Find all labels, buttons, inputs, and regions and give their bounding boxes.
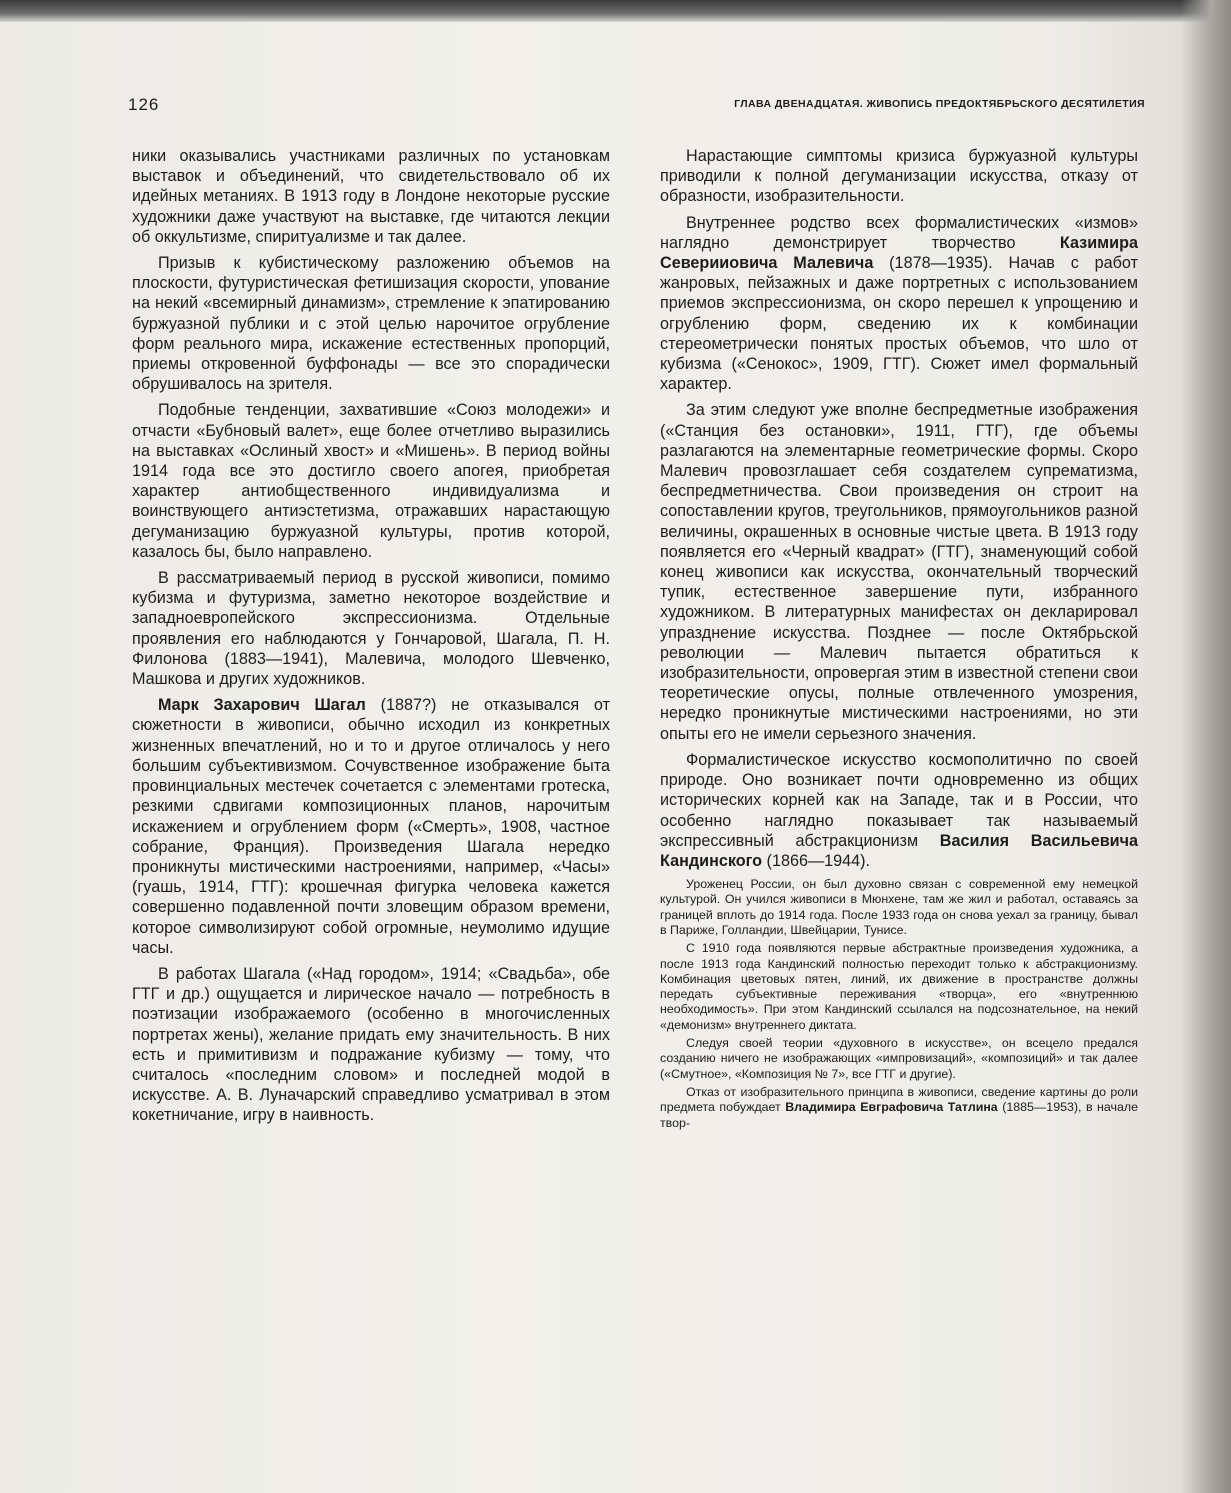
paragraph: Призыв к кубистическому разложению объемов на плоскости, футуристическая фетишизация скорости, упование на некий «всемирный динамизм», стремление к эпатированию буржуазной публики и с этой целью нарочитое огрубление форм реального мира, искажение естественных пропорций, приемы откровенной буффонады — все это спорадически обрушивалось на зрителя. [132,254,610,394]
paragraph-text: Внутреннее родство всех формалистических «измов» наглядно демонстрирует творчество [660,213,1138,252]
paragraph: За этим следуют уже вполне беспредметные изображения («Станция без остановки», 1911, ГТГ), где объемы разлагаются на элементарные геометрические формы. Скоро Малевич провозглашает себя создателем супрематизма, беспредметничества. Свои произведения он строит на сопоставлении кругов, треугольников, прямоугольников разной величины, окрашенных в основные чистые цвета. В 1913 году появляется его «Черный квадрат» (ГТГ), знаменующий собой конец живописи как искусства, окончательный творческий тупик, естественное завершение пути, избранного художником. В литературных манифестах он декларировал упразднение искусства. Позднее — после Октябрьской революции — Малевич пытается обратиться к изобразительности, опровергая этим в известной степени свои теоретические опусы, полные отвлеченного умозрения, нередко проникнутые мистическими настроениями, но эти опыты его не имели серьезного значения. [660,401,1138,743]
artist-name-chagall: Марк Захарович Шагал [158,696,366,715]
artist-name-tatlin: Владимира Евграфовича Татлина [785,1100,998,1115]
paragraph [132,695,610,958]
right-column [660,146,1138,1134]
paragraph-text: Отказ от изобразительного принципа в живописи, сведение картины до роли предмета побуждает [660,1084,1138,1115]
small-paragraph: Следуя своей теории «духовного в искусстве», он всецело предался созданию ничего не изображающих «импровизаций», «композиций» и так далее («Смутное», «Композиция № 7», все ГТГ и другие). [660,1036,1138,1081]
paragraph: В работах Шагала («Над городом», 1914; «Свадьба», обе ГТГ и др.) ощущается и лирическое начало — потребность в поэтизации изображаемого (особенно в многочисленных портретах жены), желание придать ему значительность. В них есть и примитивизм и подражание кубизму — тому, что считалось «последним словом» и последней модой в искусстве. А. В. Луначарский справедливо усматривал в этом кокетничание, игру в наивность. [132,964,610,1125]
small-print-section [660,877,1138,1131]
scan-right-edge [1181,0,1231,1493]
small-paragraph [660,1085,1138,1131]
paragraph [660,213,1138,395]
small-paragraph: Уроженец России, он был духовно связан с современной ему немецкой культурой. Он учился живописи в Мюнхене, там же жил и работал, оставаясь за границей вплоть до 1914 года. После 1933 года он снова уехал за границу, бывал в Париже, Голландии, Швейцарии, Тунисе. [660,877,1138,937]
paragraph [660,750,1138,871]
running-head: ГЛАВА ДВЕНАДЦАТАЯ. ЖИВОПИСЬ ПРЕДОКТЯБРЬСКОГО ДЕСЯТИЛЕТИЯ [734,98,1145,110]
paragraph-text: (1878—1935). Начав с работ жанровых, пейзажных и даже портретных с использованием приемов экспрессионизма, он скоро перешел к упрощению и огрублению форм, сведению их к комбинации стереометрически понятых простых объемов, что шло от кубизма («Сенокос», 1909, ГТГ). Сюжет имел формальный характер. [660,254,1138,394]
paragraph-text: (1866—1944). [762,851,871,870]
paragraph-text: Формалистическое искусство космополитично по своей природе. Оно возникает почти одновременно из общих исторических корней как на Западе, так и в России, что особенно наглядно показывает так называемый экспрессивный абстракционизм [660,750,1138,850]
page-number: 126 [128,95,160,114]
paragraph-text: (1885—1953), в начале твор- [660,1100,1138,1130]
paragraph: Нарастающие симптомы кризиса буржуазной культуры приводили к полной дегуманизации искусства, отказу от образности, изобразительности. [660,147,1138,206]
paragraph: В рассматриваемый период в русской живописи, помимо кубизма и футуризма, заметно некоторое воздействие и западноевропейского экспрессионизма. Отдельные проявления его наблюдаются у Гончаровой, Шагала, П. Н. Филонова (1883—1941), Малевича, молодого Шевченко, Машкова и других художников. [132,569,610,689]
small-paragraph: С 1910 года появляются первые абстрактные произведения художника, а после 1913 года Кандинский полностью переходит только к абстракционизму. Комбинация цветовых пятен, линий, их движение в пространстве должны передать субъективные переживания «творца», его «внутреннюю необходимость». При этом Кандинский ссылался на подсознательное, на некий «демонизм» внутреннего диктата. [660,941,1138,1032]
artist-name-malevich: Казимира Северииовича Малевича [660,233,1138,273]
paragraph-text: (1887?) не отказывался от сюжетности в живописи, обычно исходил из конкретных жизненных впечатлений, но и то и другое отличалось у него большим субъективизмом. Сочувственное изображение быта провинциальных местечек сочетается с элементами гротеска, резкими сдвигами композиционных планов, нарочитым искажением и огрублением форм («Смерть», 1908, частное собрание, Франция). Произведения Шагала нередко проникнуты мистическими настроениями, например, «Часы» (гуашь, 1914, ГТГ): крошечная фигурка человека кажется совершенно подавленной почти зловещим образом времени, которое символизируют собой огромные, неумолимо идущие часы. [132,696,610,957]
artist-name-kandinsky: Василия Васильевича Кандинского [660,831,1138,870]
paragraph: Подобные тенденции, захватившие «Союз молодежи» и отчасти «Бубновый валет», еще более отчетливо выразились на выставках «Ослиный хвост» и «Мишень». В период войны 1914 года все это достигло своего апогея, приобретая характер антиобщественного индивидуализма и воинствующего антиэстетизма, отражавших нарастающую дегуманизацию буржуазной культуры, против которой, казалось бы, было направлено. [132,401,610,561]
paragraph: ники оказывались участниками различных по установкам выставок и объединений, что свидетельствовало об их идейных метаниях. В 1913 году в Лондоне некоторые русские художники даже участвуют на выставке, где читаются лекции об оккультизме, спиритуализме и так далее. [132,147,610,246]
scan-top-edge [0,0,1231,22]
left-column [132,146,610,1132]
